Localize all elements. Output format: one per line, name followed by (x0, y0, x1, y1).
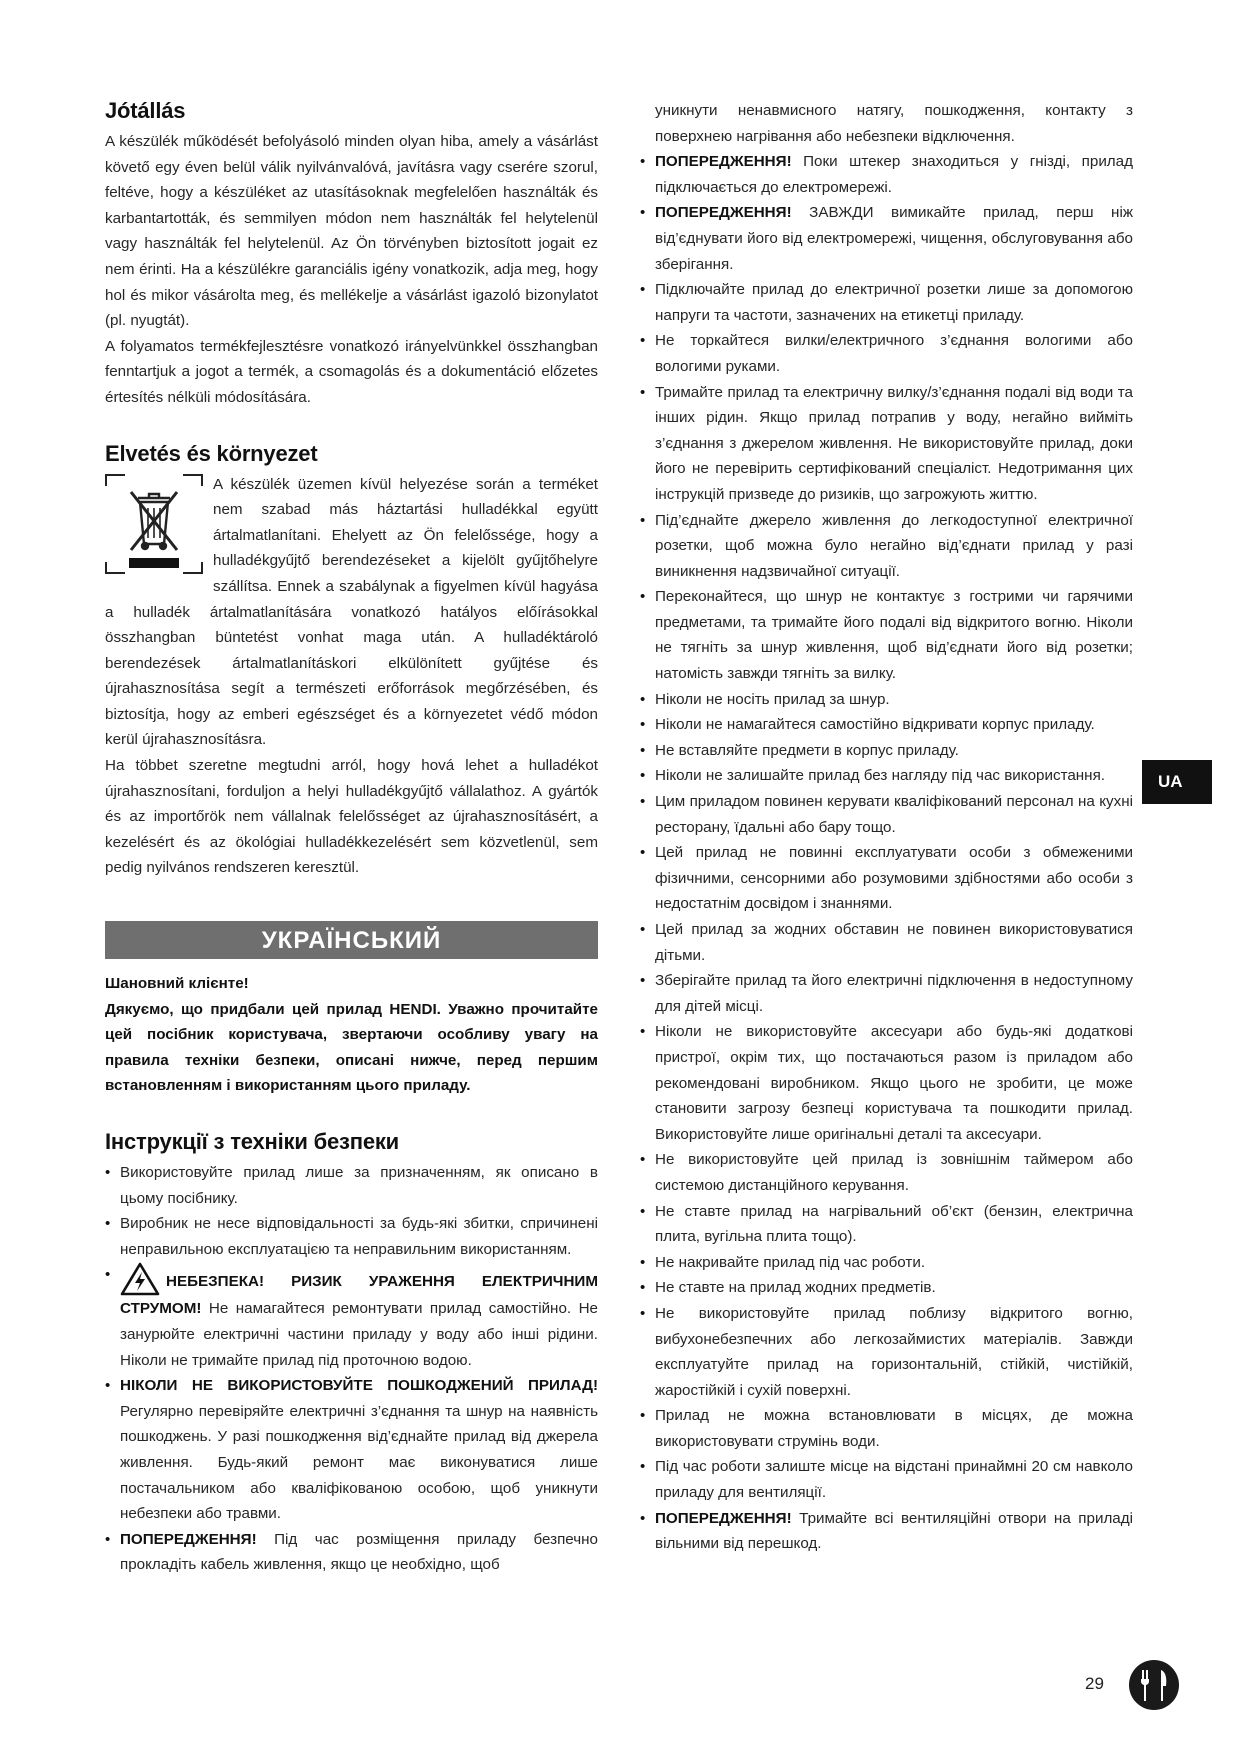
electric-shock-warning-icon (120, 1262, 160, 1296)
list-item: • Не вставляйте предмети в корпус приладу. (640, 738, 1133, 764)
safety-list-left (105, 1160, 598, 1578)
list-item: • Тримайте прилад та електричну вилку/з’єднання подалі від води та інших рідин. Якщо прилад потрапив у воду, негайно вийміть з’єднання з джерелом живлення. Не використовуйте прилад, доки його не перевірить сертифікований спеціаліст. Недотримання цих інструкцій призведе до ризиків, що загрожують життю. (640, 380, 1133, 508)
list-item: • ПОПЕРЕДЖЕННЯ! Тримайте всі вентиляційні отвори на приладі вільними від перешкод. (640, 1506, 1133, 1557)
section-title-jotallas: Jótállás (105, 98, 186, 123)
list-item: • Не ставте прилад на нагрівальний об’єкт (бензин, електрична плита, вугільна плита тощо). (640, 1199, 1133, 1250)
cutlery-logo-icon (1128, 1659, 1180, 1711)
list-item: • ПОПЕРЕДЖЕННЯ! Поки штекер знаходиться у гнізді, прилад підключається до електромережі. (640, 149, 1133, 200)
list-item: • ПОПЕРЕДЖЕННЯ! ЗАВЖДИ вимикайте прилад, перш ніж від’єднувати його від електромережі, чищення, обслуговування або зберігання. (640, 200, 1133, 277)
list-item: • Не торкайтеся вилки/електричного з’єднання вологими або вологими руками. (640, 328, 1133, 379)
list-item: • Переконайтеся, що шнур не контактує з гострими чи гарячими предметами, та тримайте його подалі від відкритого вогню. Ніколи не тягніть за шнур живлення, щоб від’єднати його від розетки; натомість завжди тягніть за вилку. (640, 584, 1133, 686)
list-item: • Не ставте на прилад жодних предметів. (640, 1275, 1133, 1301)
list-item: • Прилад не можна встановлювати в місцях, де можна використовувати струмінь води. (640, 1403, 1133, 1454)
paragraph: A készülék működését befolyásoló minden olyan hiba, amely a vásárlást követő egy éven belül válik nyilvánvalóvá, javításra vagy cserére szorul, feltéve, hogy a készüléket az utasításoknak megfelelően használták és karbantartották, és semmilyen módon nem használták fel helytelenül vagy használták fel helytelenül. Az Ön törvényben biztosított jogait ez nem érinti. Ha a készülékre garanciális igény vonatkozik, adja meg, hogy hol és mikor vásárolta meg, és mellékelje a vásárlást igazoló bizonylatot (pl. nyugtát). (105, 133, 598, 330)
continued-text: уникнути ненавмисного натягу, пошкодження, контакту з поверхнею нагрівання або небезпеки відключення. (655, 102, 1133, 145)
right-column (640, 98, 1133, 1557)
disposal-block (105, 472, 598, 754)
language-banner: УКРАЇНСЬКИЙ (105, 921, 598, 959)
list-item: • Під час роботи залиште місце на відстані принаймні 20 см навколо приладу для вентиляції. (640, 1454, 1133, 1505)
list-item: • Ніколи не намагайтеся самостійно відкривати корпус приладу. (640, 712, 1133, 738)
weee-bin-icon (105, 474, 203, 574)
safety-list-right (640, 149, 1133, 1557)
list-item: • Ніколи не носіть прилад за шнур. (640, 687, 1133, 713)
left-column (105, 98, 598, 1578)
list-item: • НІКОЛИ НЕ ВИКОРИСТОВУЙТЕ ПОШКОДЖЕНИЙ ПРИЛАД! Регулярно перевіряйте електричні з’єднання та шнур на наявність пошкоджень. У разі пошкодження від’єднайте прилад від джерела живлення. Будь-який ремонт має виконуватися лише постачальником або кваліфікованою особою, щоб уникнути небезпеки або травми. (105, 1373, 598, 1527)
section-title-elvetes: Elvetés és környezet (105, 440, 318, 466)
list-item: • Використовуйте прилад лише за призначенням, як описано в цьому посібнику. (105, 1160, 598, 1211)
list-item: • Підключайте прилад до електричної розетки лише за допомогою напруги та частоти, зазначених на етикетці приладу. (640, 277, 1133, 328)
list-item: • Не використовуйте цей прилад із зовнішнім таймером або системою дистанційного керування. (640, 1147, 1133, 1198)
list-item: • Не використовуйте прилад поблизу відкритого вогню, вибухонебезпечних або легкозаймистих матеріалів. Завжди експлуатуйте прилад на горизонтальній, стійкій, чистійкій, жаростійкій і сухій поверхні. (640, 1301, 1133, 1403)
list-item: • Ніколи не залишайте прилад без нагляду під час використання. (640, 763, 1133, 789)
page-number: 29 (1085, 1674, 1104, 1693)
list-item: • Зберігайте прилад та його електричні підключення в недоступному для дітей місці. (640, 968, 1133, 1019)
list-item: • ПОПЕРЕДЖЕННЯ! Під час розміщення приладу безпечно прокладіть кабель живлення, якщо це необхідно, щоб (105, 1527, 598, 1578)
language-tab: UA (1142, 760, 1212, 804)
list-item: • Виробник не несе відповідальності за будь-які збитки, спричинені неправильною експлуатацією та неправильним використанням. (105, 1211, 598, 1262)
paragraph: Ha többet szeretne megtudni arról, hogy hová lehet a hulladékot újrahasznosítani, forduljon a helyi hulladékgyűjtő vállalathoz. A gyártók és az importőrök nem vállalnak felelősséget az újrahasznosításért, a kezelésért és az ökológiai hulladékkezelésért sem közvetlenül, sem pedig nyilvános rendszeren keresztül. (105, 757, 598, 877)
section-title-safety: Інструкції з техніки безпеки (105, 1129, 400, 1154)
list-item: • Ніколи не використовуйте аксесуари або будь-які додаткові пристрої, окрім тих, що постачаються разом із приладом або рекомендовані виробником. Якщо цього не зробити, це може становити загрозу безпеці користувача та пошкодити прилад. Використовуйте лише оригінальні деталі та аксесуари. (640, 1019, 1133, 1147)
paragraph: A készülék üzemen kívül helyezése során a terméket nem szabad más háztartási hulladékkal együtt ártalmatlanítani. Ehelyett az Ön felelőssége, hogy a hulladékgyűjtő berendezéseket a kijelölt gyűjtőhelyre szállítsa. Ennek a szabálynak a figyelmen kívül hagyása a hulladék ártalmatlanítására vonatkozó hatályos előírásokkal összhangban büntetést vonhat maga után. A hulladéktároló berendezések ártalmatlanításkori elkülönített gyűjtése és újrahasznosítása segít a természeti erőforrások megőrzésében, és biztosítja, hogy az emberi egészséget és a környezetet védő módon kerül újrahasznosításra. (105, 475, 598, 749)
list-item: • НЕБЕЗПЕКА! РИЗИК УРАЖЕННЯ ЕЛЕКТРИЧНИМ СТРУМОМ! Не намагайтеся ремонтувати прилад самостійно. Не занурюйте електричні частини приладу у воду або інші рідини. Ніколи не тримайте прилад під проточною водою. (105, 1262, 598, 1373)
list-item: • Цей прилад за жодних обставин не повинен використовуватися дітьми. (640, 917, 1133, 968)
greeting: Шановний клієнте! (105, 975, 249, 993)
paragraph: A folyamatos termékfejlesztésre vonatkozó irányelvünkkel összhangban fenntartjuk a jogot a termék, a csomagolás és a dokumentáció előzetes értesítés nélküli módosítására. (105, 337, 598, 406)
list-item: • Цей прилад не повинні експлуатувати особи з обмеженими фізичними, сенсорними або розумовими здібностями або особи з недостатнім досвідом і знаннями. (640, 840, 1133, 917)
list-item: • Під’єднайте джерело живлення до легкодоступної електричної розетки, щоб можна було негайно від’єднати прилад у разі виникнення надзвичайної ситуації. (640, 508, 1133, 585)
list-item: • Цим приладом повинен керувати кваліфікований персонал на кухні ресторану, їдальні або бару тощо. (640, 789, 1133, 840)
list-item: • Не накривайте прилад під час роботи. (640, 1250, 1133, 1276)
intro-text: Дякуємо, що придбали цей прилад HENDI. Уважно прочитайте цей посібник користувача, звертаючи особливу увагу на правила техніки безпеки, описані нижче, перед першим встановленням і використанням цього приладу. (105, 1000, 598, 1095)
